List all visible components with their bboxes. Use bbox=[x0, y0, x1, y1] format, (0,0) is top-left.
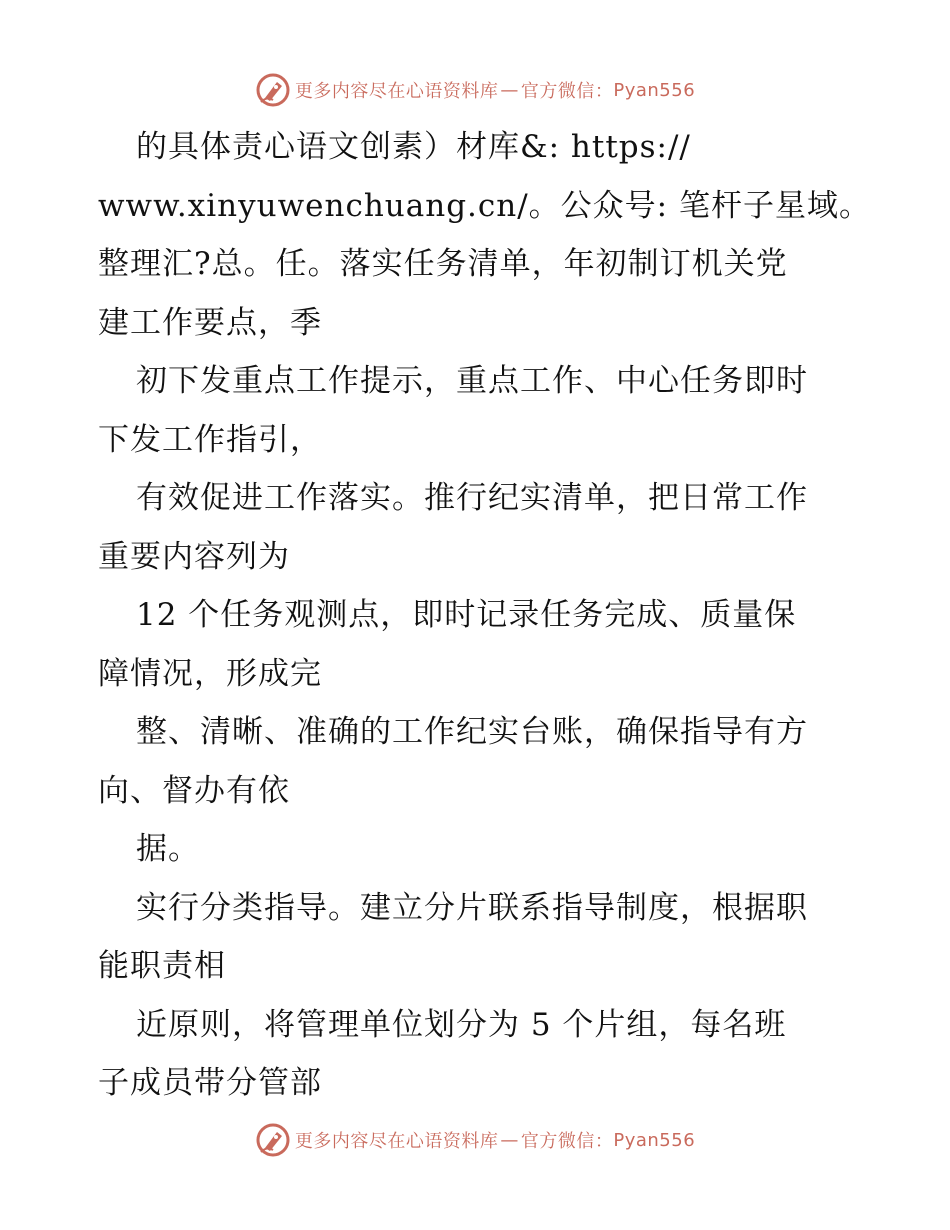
text-line: 整、清晰、准确的工作纪实台账，确保指导有方 bbox=[136, 714, 808, 750]
text-line: 实行分类指导。建立分片联系指导制度，根据职 bbox=[136, 889, 808, 926]
text-line: www.xinyuwenchuang.cn/。公众号: 笔杆子星域。 bbox=[98, 187, 871, 224]
text-line: 障情况，形成完 bbox=[98, 655, 322, 692]
watermark-header bbox=[0, 70, 950, 110]
pen-nib-logo-icon bbox=[255, 1122, 291, 1158]
watermark-wechat-id: Pyan556 bbox=[613, 1129, 696, 1151]
text-line: 近原则，将管理单位划分为 5 个片组，每名班 bbox=[136, 1006, 787, 1043]
watermark-text: 更多内容尽在心语资料库 bbox=[294, 1131, 499, 1152]
pen-nib-logo-icon bbox=[255, 72, 291, 108]
text-line: 12 个任务观测点，即时记录任务完成、质量保 bbox=[136, 597, 797, 633]
text-line: 能职责相 bbox=[98, 948, 226, 984]
text-line: 重要内容列为 bbox=[98, 538, 290, 575]
watermark-footer bbox=[0, 1120, 950, 1160]
watermark-dash: — bbox=[500, 79, 519, 101]
watermark-official-label: 官方微信： bbox=[520, 1131, 614, 1152]
text-line: 整理汇?总。任。落实任务清单，年初制订机关党 bbox=[98, 246, 788, 282]
text-line: 子成员带分管部 bbox=[98, 1065, 322, 1101]
watermark-text: 更多内容尽在心语资料库 bbox=[294, 81, 499, 102]
text-line: 向、督办有依 bbox=[98, 772, 290, 809]
document-body bbox=[98, 118, 871, 1113]
text-line: 初下发重点工作提示，重点工作、中心任务即时 bbox=[136, 363, 808, 399]
text-line: 建工作要点，季 bbox=[98, 304, 322, 341]
watermark-dash: — bbox=[500, 1129, 519, 1151]
text-line: 有效促进工作落实。推行纪实清单，把日常工作 bbox=[136, 480, 808, 516]
text-line: 下发工作指引， bbox=[98, 421, 322, 458]
text-line: 的具体责心语文创素）材库&: https:// bbox=[136, 129, 691, 165]
text-line: 据。 bbox=[136, 831, 200, 867]
watermark-wechat-id: Pyan556 bbox=[613, 79, 696, 101]
watermark-official-label: 官方微信： bbox=[520, 81, 614, 102]
